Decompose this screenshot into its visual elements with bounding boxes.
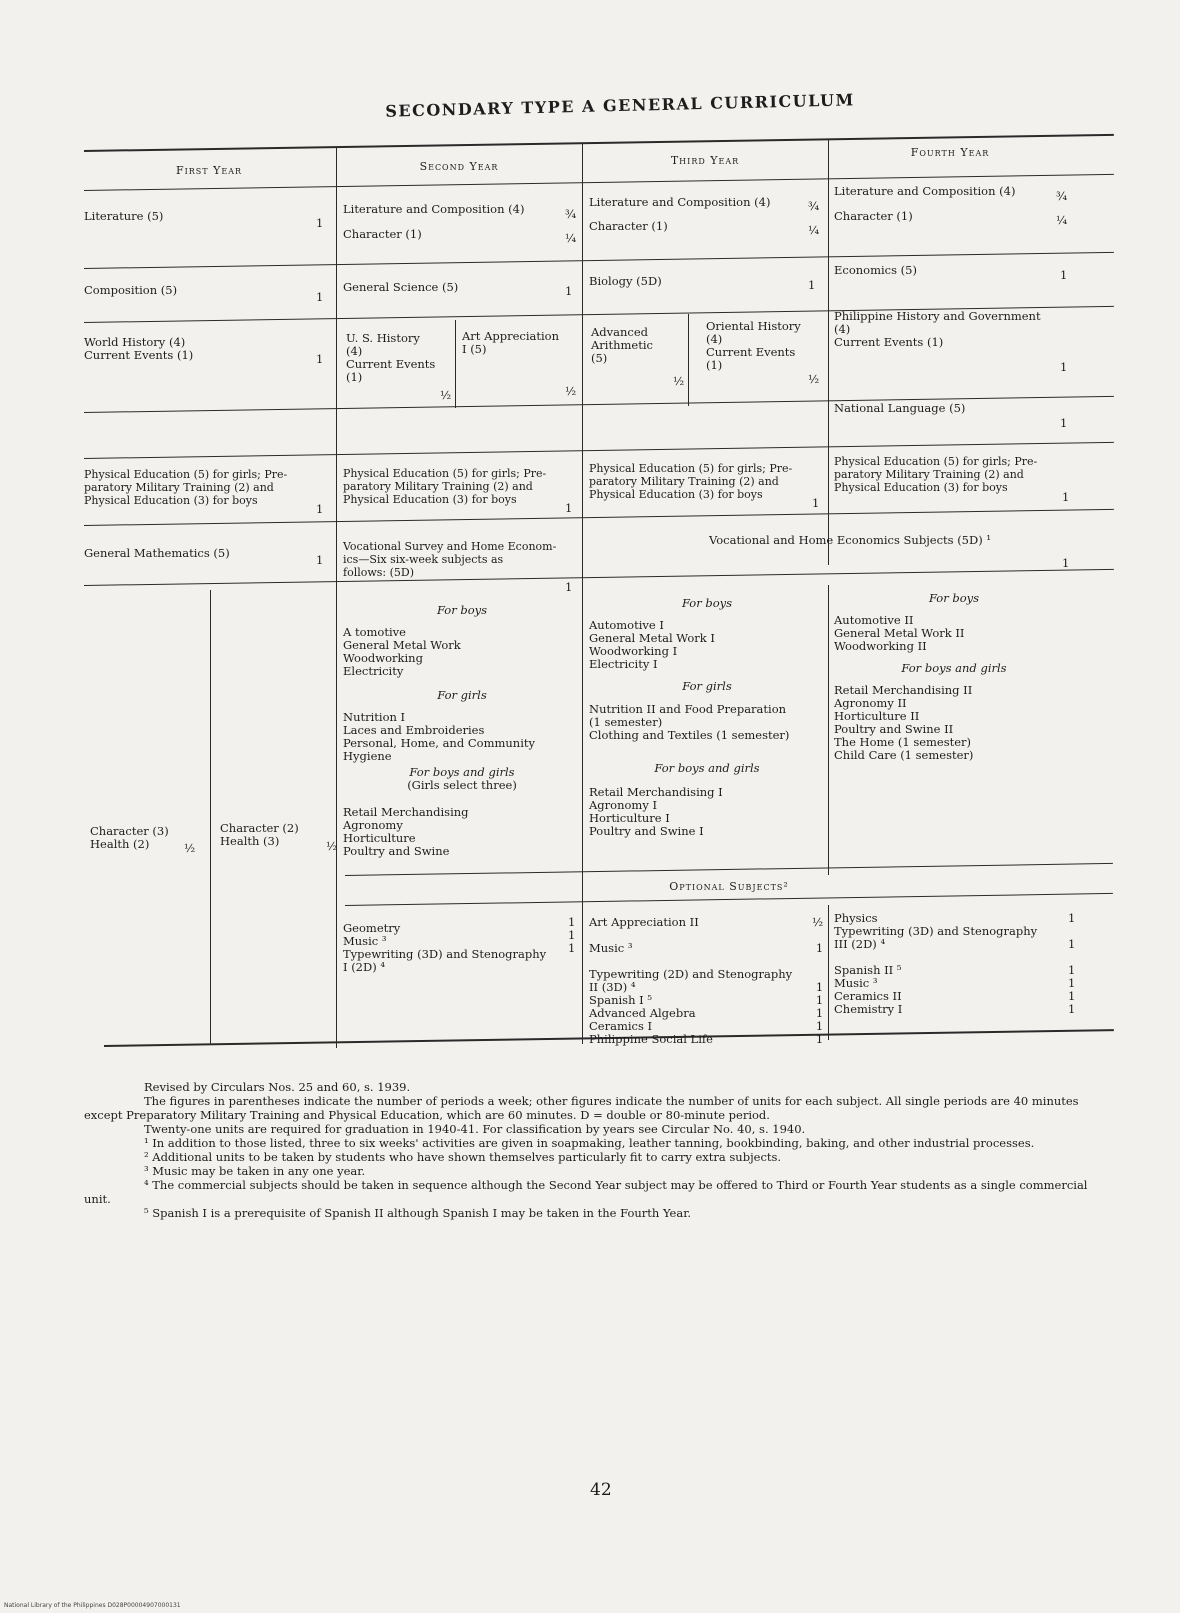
third-year-for-boys-label: For boys bbox=[681, 596, 733, 610]
second-year-for-boys-list: A tomotive General Metal Work Woodworking Electricity bbox=[343, 625, 461, 678]
first-year-world-history: World History (4) Current Events (1) bbox=[84, 335, 194, 362]
note-1: ¹ In addition to those listed, three to six weeks' activities are given in soapmaking, leather tanning, bookbinding, baking, and other industrial processes. bbox=[144, 1136, 1035, 1150]
fourth-year-character-unit: ¼ bbox=[1056, 213, 1068, 227]
fourth-year-physical-education: Physical Education (5) for girls; Pre- paratory Military Training (2) and Physical Education (3) for boys bbox=[834, 455, 1038, 494]
library-imprint: National Library of the Philippines D028P00004907000131 bbox=[4, 1602, 181, 1609]
second-year-both-list: Retail Merchandising Agronomy Horticulture Poultry and Swine bbox=[343, 805, 469, 858]
note-2: ² Additional units to be taken by students who have shown themselves particularly fit to carry extra subjects. bbox=[144, 1150, 782, 1164]
first-year-character-health-b: Character (2) Health (3) bbox=[220, 821, 299, 848]
second-year-general-science: General Science (5) bbox=[343, 280, 459, 294]
third-year-for-girls-list: Nutrition II and Food Preparation (1 semester) Clothing and Textiles (1 semester) bbox=[589, 702, 790, 742]
fourth-year-character: Character (1) bbox=[834, 209, 913, 223]
first-year-split-rule bbox=[210, 590, 211, 1045]
first-year-world-history-unit: 1 bbox=[316, 352, 324, 366]
first-year-pe-unit: 1 bbox=[316, 502, 324, 516]
second-year-for-girls-label: For girls bbox=[437, 688, 487, 702]
third-year-biology-unit: 1 bbox=[808, 278, 816, 292]
third-year-for-girls-label: For girls bbox=[682, 679, 732, 693]
third-year-biology: Biology (5D) bbox=[589, 274, 662, 288]
second-year-literature-unit: ¾ bbox=[565, 207, 577, 221]
second-year-literature-composition: Literature and Composition (4) bbox=[343, 202, 525, 216]
second-year-art-appreciation-unit: ½ bbox=[565, 384, 577, 398]
optional-fourth-year-list: Physics Typewriting (3D) and Stenography III (2D) ⁴ Spanish II ⁵ Music ³ Ceramics II Chemistry I bbox=[834, 911, 1038, 1016]
third-year-literature-composition: Literature and Composition (4) bbox=[589, 195, 771, 209]
third-year-character: Character (1) bbox=[589, 219, 668, 233]
first-year-character-health-a-unit: ½ bbox=[184, 841, 196, 855]
fourth-year-economics-unit: 1 bbox=[1060, 268, 1068, 282]
pe-bottom-rule bbox=[84, 509, 1114, 526]
second-year-pe-unit: 1 bbox=[565, 501, 573, 515]
fourth-year-philippine-history-unit: 1 bbox=[1060, 360, 1068, 374]
column-header-fourth-year: Fourth Year bbox=[910, 146, 990, 159]
optional-fourth-year-units: 1 1 1 1 1 1 bbox=[1068, 911, 1076, 1016]
second-year-character-unit: ¼ bbox=[565, 231, 577, 245]
third-year-for-boys-list: Automotive I General Metal Work I Woodworking I Electricity I bbox=[589, 618, 715, 671]
second-year-for-boys-label: For boys bbox=[436, 603, 488, 617]
first-year-general-math-unit: 1 bbox=[316, 553, 324, 567]
second-year-us-history-unit: ½ bbox=[440, 388, 452, 402]
second-year-vocational-unit: 1 bbox=[565, 580, 573, 594]
optional-second-year-units: 1 1 1 bbox=[568, 915, 576, 955]
third-year-character-unit: ¼ bbox=[808, 223, 820, 237]
column-header-second-year: Second Year bbox=[419, 160, 499, 173]
note-4: ⁴ The commercial subjects should be taken in sequence although the Second Year subject may be offered to Third or Fourth Year students as a single commercial unit. bbox=[84, 1178, 1088, 1206]
note-5: ⁵ Spanish I is a prerequisite of Spanish II although Spanish I may be taken in the Fourth Year. bbox=[144, 1206, 692, 1220]
third-year-history-split bbox=[688, 314, 689, 406]
first-year-composition: Composition (5) bbox=[84, 283, 178, 297]
second-year-both-label: For boys and girls bbox=[409, 765, 515, 779]
third-year-oriental-history-unit: ½ bbox=[808, 372, 820, 386]
col-rule-3 bbox=[828, 140, 829, 565]
col-rule-2 bbox=[582, 144, 583, 1044]
second-year-both-note: (Girls select three) bbox=[407, 778, 517, 792]
optional-top-rule bbox=[345, 863, 1113, 876]
optional-third-year-units: ½ 1 1 1 1 1 1 bbox=[812, 915, 824, 1046]
fourth-year-philippine-history: Philippine History and Government (4) Current Events (1) bbox=[834, 309, 1041, 349]
optional-third-year-list: Art Appreciation II Music ³ Typewriting (2D) and Stenography II (3D) ⁴ Spanish I ⁵ Advanced Algebra Ceramics I Philippine Social Life bbox=[589, 915, 793, 1046]
note-revised: Revised by Circulars Nos. 25 and 60, s. 1939. bbox=[144, 1080, 411, 1094]
second-year-character: Character (1) bbox=[343, 227, 422, 241]
second-year-for-girls-list: Nutrition I Laces and Embroideries Personal, Home, and Community Hygiene bbox=[343, 710, 535, 763]
fourth-year-national-language-unit: 1 bbox=[1060, 416, 1068, 430]
second-year-art-appreciation: Art Appreciation I (5) bbox=[462, 329, 560, 356]
optional-second-year-list: Geometry Music ³ Typewriting (3D) and Stenography I (2D) ⁴ bbox=[343, 921, 547, 974]
fourth-year-pe-unit: 1 bbox=[1062, 490, 1070, 504]
optional-sub-rule bbox=[345, 893, 1113, 906]
column-header-third-year: Third Year bbox=[670, 154, 740, 167]
vocational-home-economics-unit: 1 bbox=[1062, 556, 1070, 570]
first-year-character-health-a: Character (3) Health (2) bbox=[90, 824, 169, 851]
col-rule-3b bbox=[828, 585, 829, 875]
second-year-us-history: U. S. History (4) Current Events (1) bbox=[346, 331, 436, 384]
third-year-pe-unit: 1 bbox=[812, 496, 820, 510]
third-year-both-list: Retail Merchandising I Agronomy I Horticulture I Poultry and Swine I bbox=[589, 785, 723, 838]
first-year-literature-unit: 1 bbox=[316, 216, 324, 230]
first-year-general-mathematics: General Mathematics (5) bbox=[84, 546, 230, 560]
second-year-physical-education: Physical Education (5) for girls; Pre- paratory Military Training (2) and Physical Education (3) for boys bbox=[343, 467, 547, 506]
fourth-year-economics: Economics (5) bbox=[834, 263, 917, 277]
fourth-year-both-list: Retail Merchandising II Agronomy II Horticulture II Poultry and Swine II The Home (1 semester) Child Care (1 semester) bbox=[834, 683, 974, 762]
third-year-literature-unit: ¾ bbox=[808, 199, 820, 213]
third-year-physical-education: Physical Education (5) for girls; Pre- paratory Military Training (2) and Physical Education (3) for boys bbox=[589, 462, 793, 501]
vocational-home-economics-subjects: Vocational and Home Economics Subjects (5D) ¹ bbox=[709, 533, 991, 547]
first-year-composition-unit: 1 bbox=[316, 290, 324, 304]
optional-subjects-header: Optional Subjects² bbox=[669, 880, 789, 893]
third-year-oriental-history: Oriental History (4) Current Events (1) bbox=[706, 319, 801, 372]
fourth-year-for-boys-list: Automotive II General Metal Work II Woodworking II bbox=[834, 613, 965, 653]
first-year-character-health-b-unit: ½ bbox=[326, 839, 338, 853]
third-year-both-label: For boys and girls bbox=[654, 761, 760, 775]
page-number: 42 bbox=[590, 1480, 612, 1500]
col-rule-3c bbox=[828, 905, 829, 1040]
third-year-advanced-arithmetic-unit: ½ bbox=[673, 374, 685, 388]
fourth-year-for-boys-label: For boys bbox=[928, 591, 980, 605]
fourth-year-national-language: National Language (5) bbox=[834, 401, 966, 415]
col-rule-1 bbox=[336, 148, 337, 1048]
note-twenty-one-units: Twenty-one units are required for graduation in 1940-41. For classification by years see Circular No. 40, s. 1940. bbox=[144, 1122, 806, 1136]
fourth-year-both-label: For boys and girls bbox=[901, 661, 1007, 675]
note-figures: The figures in parentheses indicate the number of periods a week; other figures indicate the number of units for each subject. All single periods are 40 minutes except Preparatory Military Training and Physical Education, which are 60 minutes. D = double or 80-minute period. bbox=[84, 1094, 1079, 1122]
third-year-advanced-arithmetic: Advanced Arithmetic (5) bbox=[591, 325, 653, 365]
second-year-vocational-survey: Vocational Survey and Home Econom- ics—Six six-week subjects as follows: (5D) bbox=[343, 540, 557, 579]
row1-rule bbox=[84, 252, 1114, 269]
column-header-first-year: First Year bbox=[175, 164, 243, 177]
second-year-general-science-unit: 1 bbox=[565, 284, 573, 298]
second-year-history-split bbox=[455, 320, 456, 408]
note-3: ³ Music may be taken in any one year. bbox=[144, 1164, 366, 1178]
first-year-physical-education: Physical Education (5) for girls; Pre- paratory Military Training (2) and Physical Education (3) for boys bbox=[84, 468, 288, 507]
footnotes bbox=[84, 1080, 1109, 1220]
first-year-literature: Literature (5) bbox=[84, 209, 164, 223]
fourth-year-literature-composition: Literature and Composition (4) bbox=[834, 184, 1016, 198]
fourth-year-literature-unit: ¾ bbox=[1056, 189, 1068, 203]
math-rule bbox=[84, 569, 1114, 586]
page-title: SECONDARY TYPE A GENERAL CURRICULUM bbox=[385, 90, 855, 121]
